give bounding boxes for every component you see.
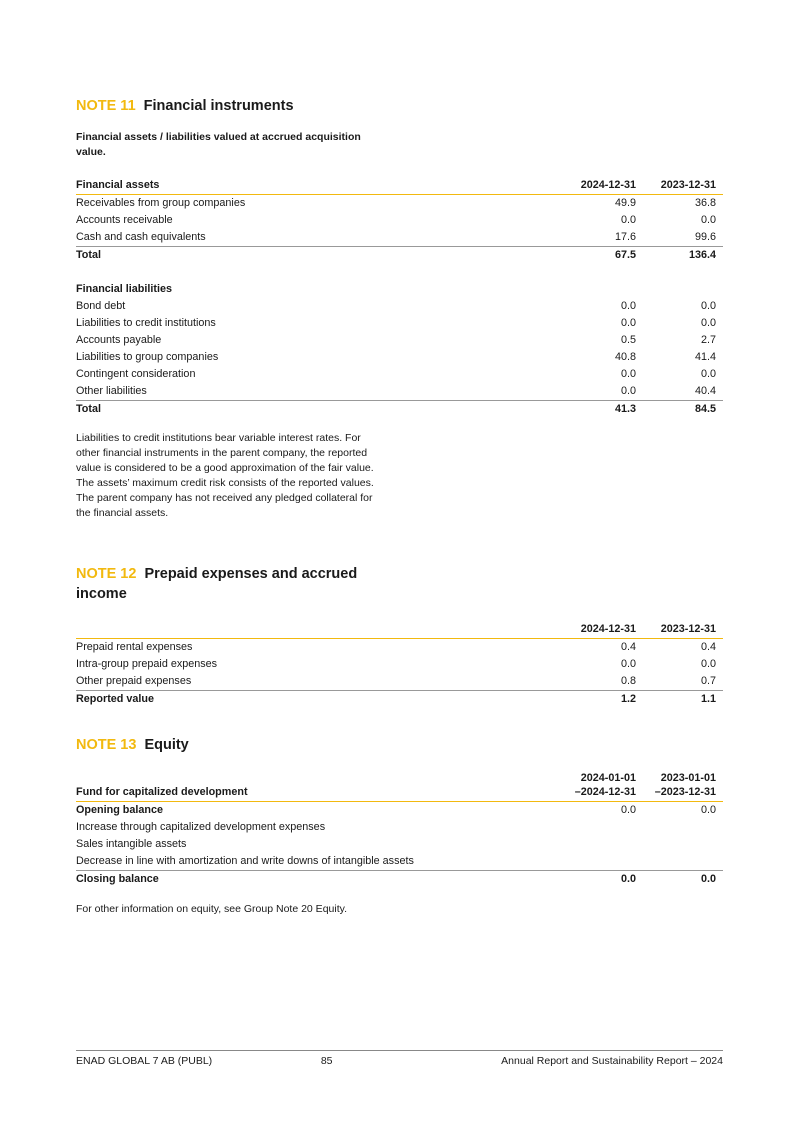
note-11-paragraph [76, 431, 376, 521]
footer-page-number: 85 [320, 1055, 333, 1067]
table-row: Intra-group prepaid expenses 0.0 0.0 [76, 658, 716, 670]
table-row: Liabilities to credit institutions 0.0 0.0 [76, 317, 716, 329]
note-13-heading [76, 735, 189, 755]
note-11-number: NOTE 11 [76, 98, 136, 114]
table-row: Sales intangible assets [76, 838, 187, 850]
n12-col-2023-header: 2023-12-31 [636, 620, 723, 639]
reported-value-row: Reported value 1.2 1.1 [76, 691, 723, 709]
table-row: Liabilities to group companies 40.8 41.4 [76, 351, 716, 363]
note-11-paragraph-2: The assets’ maximum credit risk consists of the reported values. The parent company has not received any pledged collateral for the financial assets. [76, 477, 374, 519]
note-13-number: NOTE 13 [76, 737, 137, 753]
n12-col-2024-header: 2024-12-31 [556, 620, 636, 639]
note-11-title: Financial instruments [143, 98, 294, 114]
prepaid-expenses-table [76, 620, 723, 708]
assets-total-row: Total 67.5 136.4 [76, 247, 723, 265]
table-row: Bond debt 0.0 0.0 [76, 300, 716, 312]
opening-balance-row: Opening balance 0.0 0.0 [76, 804, 716, 816]
table-row: Other prepaid expenses 0.8 0.7 [76, 675, 716, 687]
table-row: Cash and cash equivalents 17.6 99.6 [76, 231, 716, 243]
fund-header: Fund for capitalized development [76, 765, 556, 802]
table-row: Increase through capitalized development expenses [76, 821, 326, 833]
table-row: Accounts payable 0.5 2.7 [76, 334, 716, 346]
table-row: Other liabilities 0.0 40.4 [76, 385, 716, 397]
note-13-title: Equity [144, 737, 189, 753]
note-11-heading [76, 96, 294, 116]
table-row: Prepaid rental expenses 0.4 0.4 [76, 641, 716, 653]
col-2023-header: 2023-12-31 [636, 176, 723, 195]
note-11-subtitle: Financial assets / liabilities valued at accrued acquisition value. [76, 131, 361, 158]
equity-footnote: For other information on equity, see Group Note 20 Equity. [76, 903, 348, 915]
equity-table [76, 765, 723, 888]
page-footer [76, 1050, 723, 1067]
table-row: Contingent consideration 0.0 0.0 [76, 368, 716, 380]
table-row: Decrease in line with amortization and write downs of intangible assets [76, 855, 414, 867]
n13-col-2024-header: 2024-01-01 –2024-12-31 [556, 765, 636, 802]
liabilities-header: Financial liabilities [76, 283, 173, 295]
footer-company: ENAD GLOBAL 7 AB (PUBL) [76, 1055, 213, 1067]
liabilities-header-row [76, 281, 723, 298]
liabilities-total-row: Total 41.3 84.5 [76, 401, 723, 419]
table-row: Accounts receivable 0.0 0.0 [76, 214, 716, 226]
n13-col-2023-header: 2023-01-01 –2023-12-31 [636, 765, 723, 802]
col-2024-header: 2024-12-31 [556, 176, 636, 195]
note-12-number: NOTE 12 [76, 566, 137, 582]
financial-instruments-table [76, 176, 723, 418]
assets-header: Financial assets [76, 176, 556, 195]
note-12-title: Prepaid expenses and accrued income [76, 566, 358, 602]
closing-balance-row: Closing balance 0.0 0.0 [76, 871, 723, 889]
footer-report-title: Annual Report and Sustainability Report – 2024 [501, 1055, 723, 1067]
note-11-paragraph-1: Liabilities to credit institutions bear variable interest rates. For other financial instruments in the parent company, the reported value is considered to be a good approximation of the fair value. [76, 432, 374, 474]
table-row: Receivables from group companies 49.9 36.8 [76, 197, 716, 209]
note-12-heading [76, 564, 376, 604]
